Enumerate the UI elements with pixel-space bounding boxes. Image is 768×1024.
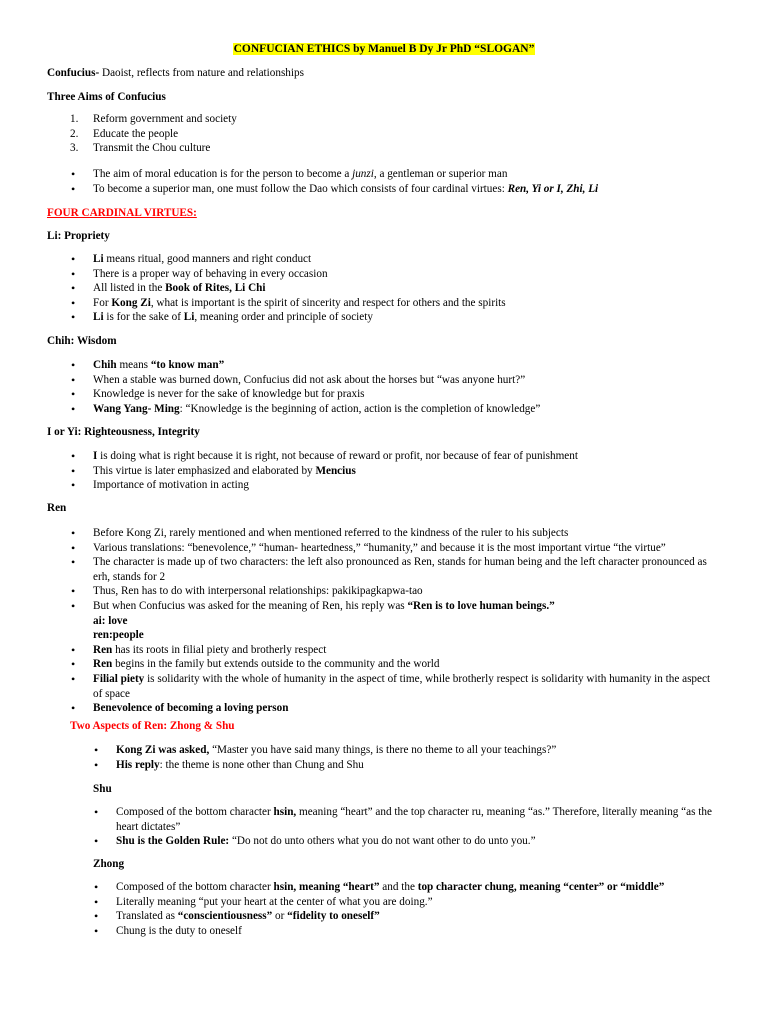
list-item: • When a stable was burned down, Confucius did not ask about the horses but “was anyone hurt?” bbox=[93, 373, 540, 388]
list-item: • Li is for the sake of Li, meaning order and principle of society bbox=[93, 310, 506, 325]
list-item: • Thus, Ren has to do with interpersonal relationships: pakikipagkapwa-tao bbox=[93, 584, 721, 599]
li-heading: Li: Propriety bbox=[47, 230, 110, 242]
chih-list bbox=[93, 358, 540, 416]
list-item: • Various translations: “benevolence,” “human- heartedness,” “humanity,” and because it is the most important virtue “the virtue” bbox=[93, 541, 721, 556]
list-item: 2. Educate the people bbox=[70, 127, 179, 140]
aims-list bbox=[70, 112, 237, 156]
ren-heading: Ren bbox=[47, 502, 67, 514]
list-item: • For Kong Zi, what is important is the spirit of sincerity and respect for others and the spirits bbox=[93, 296, 506, 311]
list-item: • There is a proper way of behaving in every occasion bbox=[93, 267, 506, 282]
list-item: 3. Transmit the Chou culture bbox=[70, 142, 211, 155]
list-item: 1. Reform government and society bbox=[70, 113, 237, 125]
list-item: • I is doing what is right because it is right, not because of reward or profit, nor because of fear of punishment bbox=[93, 449, 578, 464]
zhong-heading: Zhong bbox=[93, 858, 125, 870]
shu-heading: Shu bbox=[93, 783, 112, 795]
yi-heading: I or Yi: Righteousness, Integrity bbox=[47, 426, 200, 438]
title-line bbox=[0, 42, 768, 57]
list-item: • Ren begins in the family but extends outside to the community and the world bbox=[93, 657, 721, 672]
list-item: • Translated as “conscientiousness” or “fidelity to oneself” bbox=[116, 909, 721, 924]
list-item: • This virtue is later emphasized and elaborated by Mencius bbox=[93, 464, 578, 479]
list-item: • Importance of motivation in acting bbox=[93, 478, 578, 493]
moral-list bbox=[93, 167, 598, 196]
confucius-line bbox=[47, 66, 304, 81]
list-item: • Kong Zi was asked, “Master you have said many things, is there no theme to all your teachings?” bbox=[116, 743, 721, 758]
four-virtues-heading: FOUR CARDINAL VIRTUES: bbox=[47, 207, 197, 219]
list-item: • Chung is the duty to oneself bbox=[116, 924, 721, 939]
chih-heading: Chih: Wisdom bbox=[47, 335, 117, 347]
li-list bbox=[93, 252, 506, 325]
list-item: • His reply: the theme is none other than Chung and Shu bbox=[116, 758, 721, 773]
list-item: • To become a superior man, one must follow the Dao which consists of four cardinal virtues: Ren, Yi or I, Zhi, Li bbox=[93, 182, 598, 197]
list-item: • Knowledge is never for the sake of knowledge but for praxis bbox=[93, 387, 540, 402]
list-item: • Filial piety is solidarity with the whole of humanity in the aspect of time, while brotherly respect is solidarity with humanity in the aspect of space bbox=[93, 672, 721, 701]
yi-list bbox=[93, 449, 578, 493]
document-title: CONFUCIAN ETHICS by Manuel B Dy Jr PhD “SLOGAN” bbox=[233, 43, 535, 55]
aims-heading: Three Aims of Confucius bbox=[47, 91, 166, 103]
zhong-list bbox=[116, 880, 721, 938]
confucius-label: Confucius- bbox=[47, 67, 100, 79]
list-item: • Ren has its roots in filial piety and brotherly respect bbox=[93, 643, 721, 658]
list-item: • But when Confucius was asked for the meaning of Ren, his reply was “Ren is to love human beings.” ai: love ren:people bbox=[93, 599, 721, 643]
list-item: • Shu is the Golden Rule: “Do not do unto others what you do not want other to do unto you.” bbox=[116, 834, 721, 849]
list-item: • Wang Yang- Ming: “Knowledge is the beginning of action, action is the completion of knowledge” bbox=[93, 402, 540, 417]
list-item: • Li means ritual, good manners and right conduct bbox=[93, 252, 506, 267]
list-item: • Composed of the bottom character hsin, meaning “heart” and the top character chung, meaning “center” or “middle” bbox=[116, 880, 721, 895]
list-item: • Composed of the bottom character hsin, meaning “heart” and the top character ru, meaning “as.” Therefore, literally meaning “as the heart dictates” bbox=[116, 805, 721, 834]
list-item: • All listed in the Book of Rites, Li Chi bbox=[93, 281, 506, 296]
list-item: • The aim of moral education is for the person to become a junzi, a gentleman or superior man bbox=[93, 167, 598, 182]
list-item: • Literally meaning “put your heart at the center of what you are doing.” bbox=[116, 895, 721, 910]
confucius-text: Daoist, reflects from nature and relationships bbox=[99, 67, 304, 79]
list-item: • Benevolence of becoming a loving person bbox=[93, 701, 721, 716]
list-item: • Before Kong Zi, rarely mentioned and when mentioned referred to the kindness of the ruler to his subjects bbox=[93, 526, 721, 541]
two-aspects-heading: Two Aspects of Ren: Zhong & Shu bbox=[70, 720, 235, 732]
ren-list bbox=[93, 526, 721, 716]
shu-list bbox=[116, 805, 721, 849]
list-item: • The character is made up of two characters: the left also pronounced as Ren, stands for human being and the left character pronounced as erh, stands for 2 bbox=[93, 555, 721, 584]
two-aspects-list bbox=[116, 743, 721, 772]
list-item: • Chih means “to know man” bbox=[93, 358, 540, 373]
